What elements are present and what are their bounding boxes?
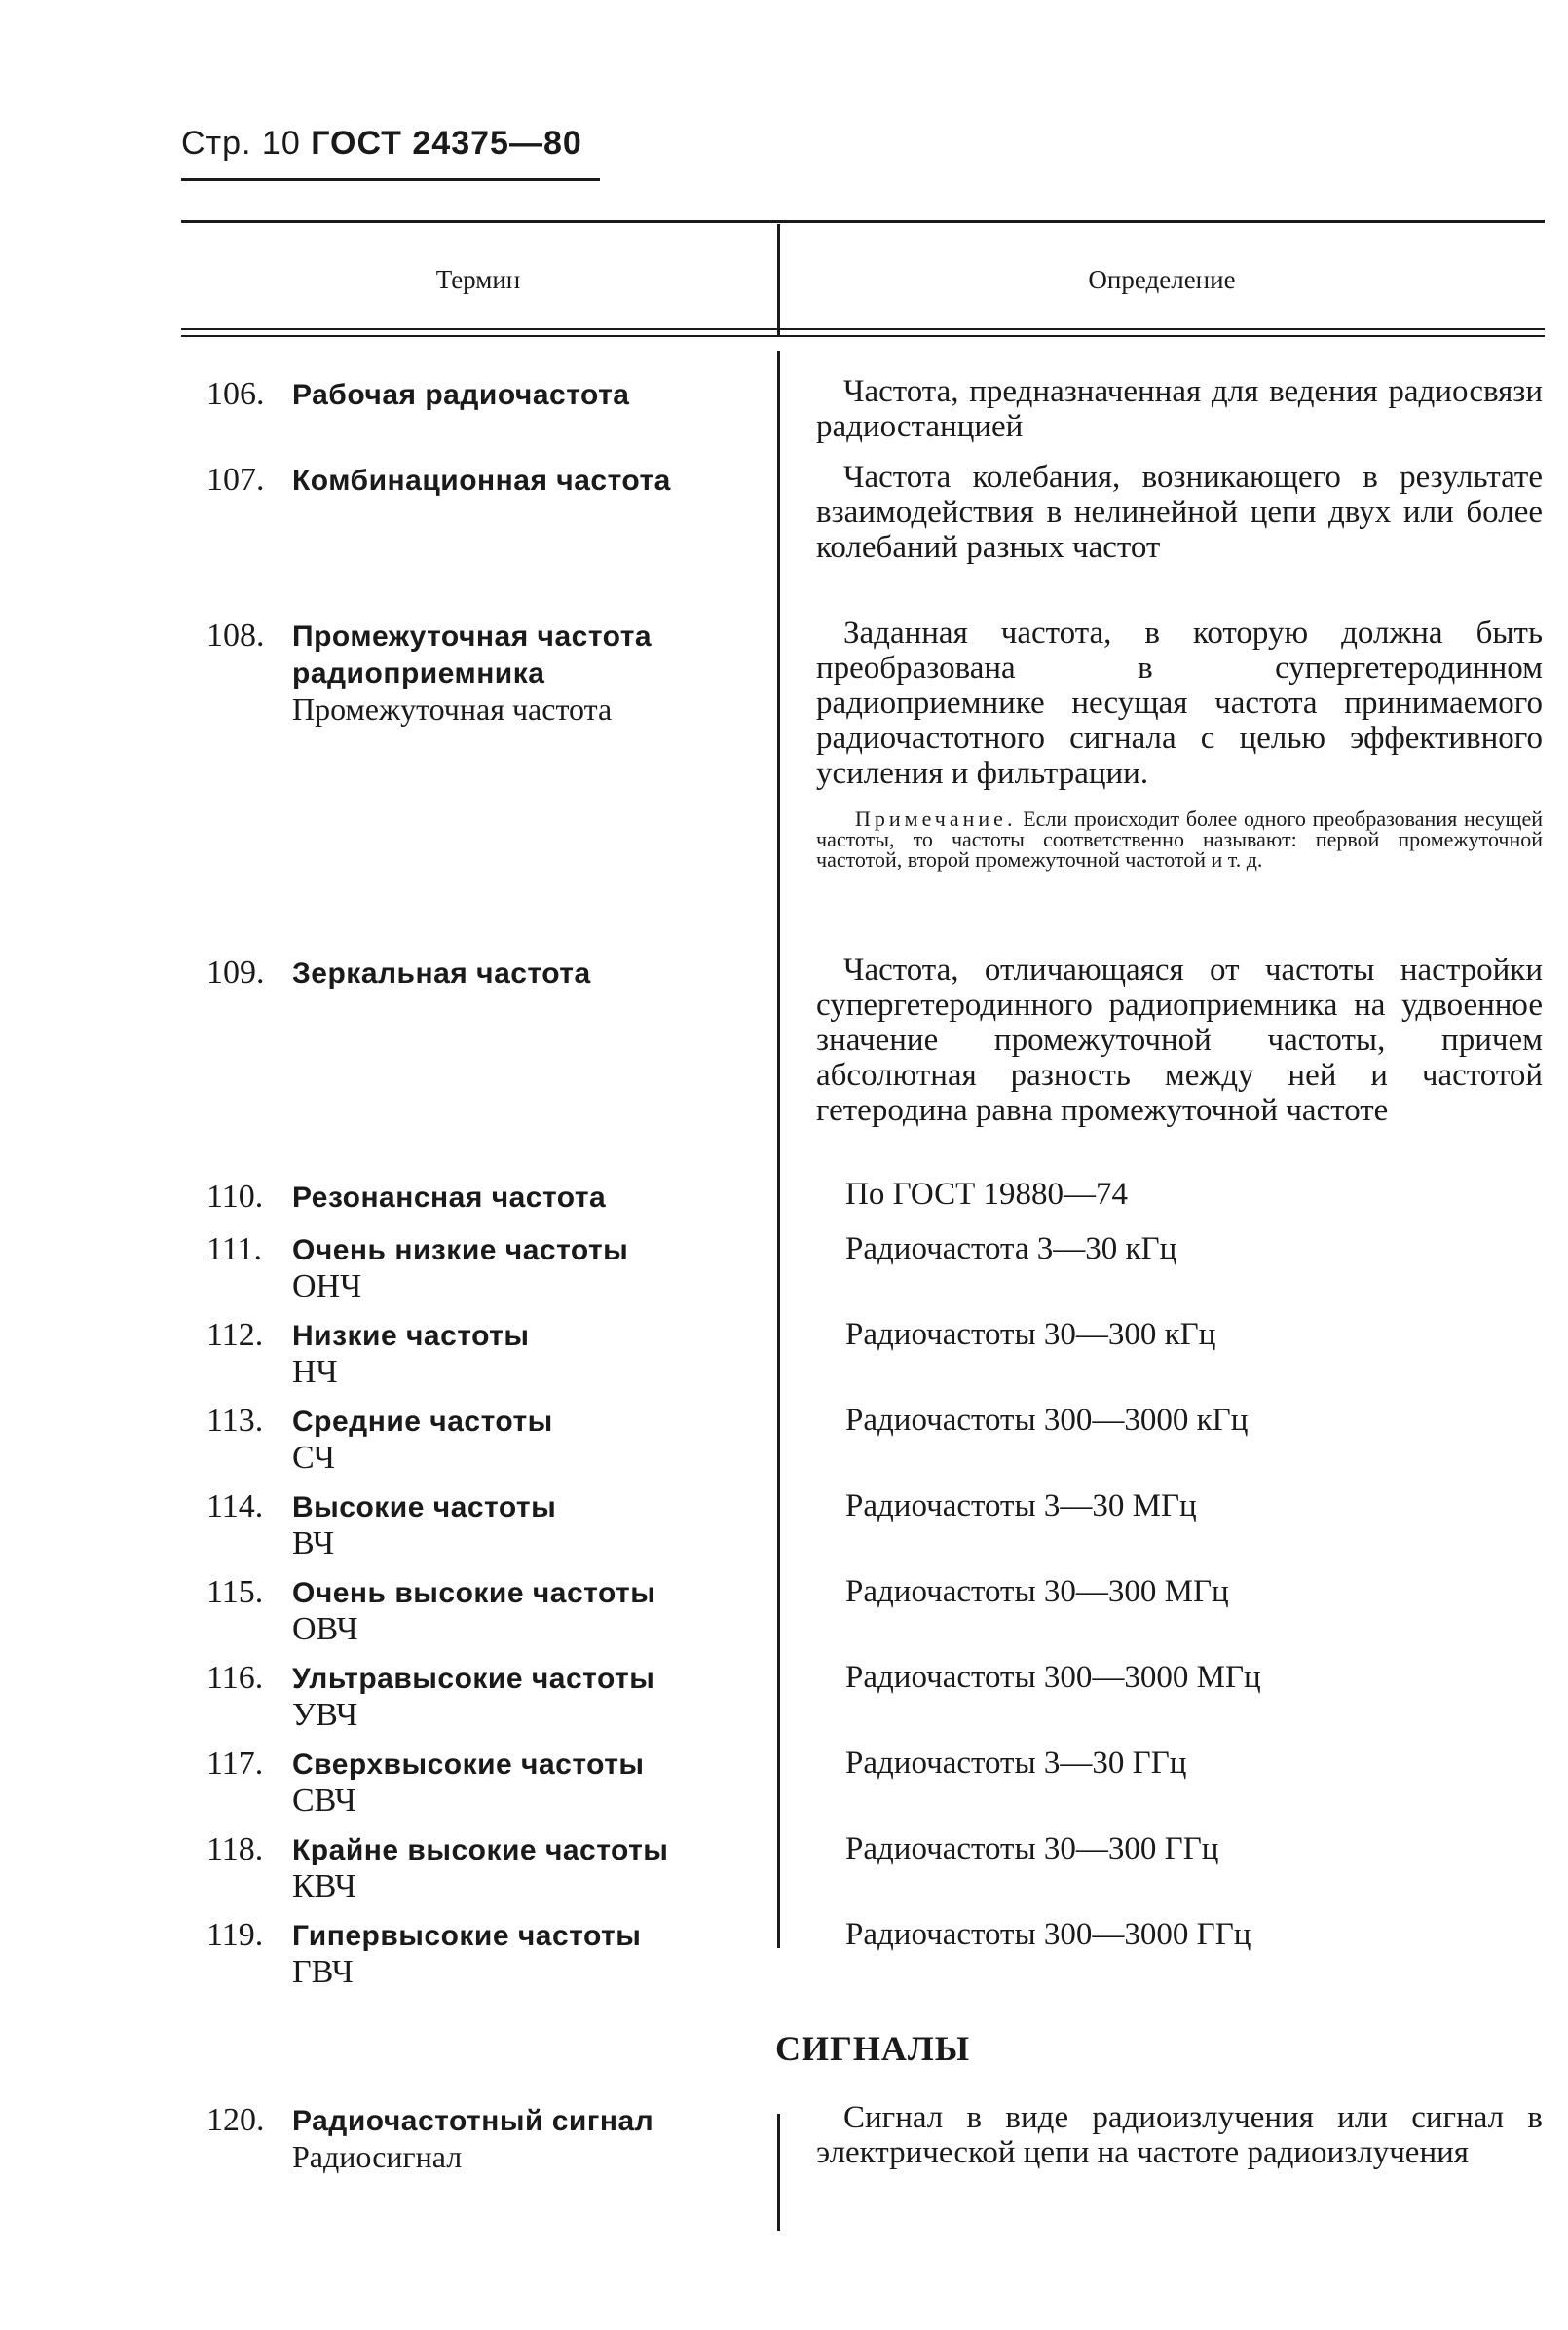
entry-term: Очень высокие частоты ОВЧ	[292, 1577, 656, 1647]
header-underline	[181, 178, 600, 181]
entry-synonym: Радиосигнал	[292, 2139, 463, 2174]
column-header-term: Термин	[435, 265, 521, 294]
column-header-definition: Определение	[1088, 265, 1236, 294]
entry-term: Комбинационная частота	[292, 465, 671, 497]
entry-term: Радиочастотный сигнал Радиосигнал	[292, 2105, 654, 2174]
entry-definition: Радиочастоты 300—3000 ГГц	[845, 1917, 1251, 1952]
entry-number: 110.	[206, 1179, 264, 1215]
entry-number: 108.	[206, 618, 265, 654]
entry-term: Резонансная частота	[292, 1182, 607, 1214]
entry-number: 117.	[206, 1746, 264, 1782]
entry-term: Высокие частоты ВЧ	[292, 1491, 557, 1561]
entry-term: Низкие частоты НЧ	[292, 1320, 530, 1390]
entry-number: 120.	[206, 2102, 265, 2138]
entry-abbreviation: ГВЧ	[292, 1954, 354, 1990]
entry-definition: Радиочастоты 30—300 ГГц	[845, 1831, 1219, 1866]
entry-definition: Заданная частота, в которую должна быть преобразована в супергетеродинном радиоприемнике несущая частота принимаемого радиочастотного сигнала с целью эффективного усиления и фильтрации.	[816, 616, 1543, 791]
entry-definition: Радиочастоты 300—3000 МГц	[845, 1660, 1261, 1695]
entry-definition: Частота, отличающаяся от частоты настройки супергетеродинного радиоприемника на удвоенное значение промежуточной частоты, причем абсолютная разность между ней и частотой гетеродина равна промежуточной частоте	[816, 953, 1543, 1128]
page-header	[181, 125, 582, 163]
column-divider-head	[777, 224, 780, 336]
entry-number: 111.	[206, 1231, 262, 1267]
entry-term: Средние частоты СЧ	[292, 1406, 553, 1476]
page-number: Стр. 10	[181, 125, 312, 162]
entry-number: 113.	[206, 1403, 264, 1439]
entry-term: Очень низкие частоты ОНЧ	[292, 1234, 629, 1304]
standard-code: ГОСТ 24375—80	[311, 125, 582, 162]
entry-definition: Радиочастота 3—30 кГц	[845, 1231, 1177, 1266]
entry-abbreviation: СЧ	[292, 1440, 335, 1476]
entry-definition: Частота колебания, возникающего в результате взаимодействия в нелинейной цепи двух или более колебаний разных частот	[816, 460, 1543, 565]
entry-definition: Радиочастоты 3—30 МГц	[845, 1488, 1197, 1523]
entry-number: 118.	[206, 1831, 264, 1867]
entry-abbreviation: СВЧ	[292, 1783, 356, 1819]
entry-number: 106.	[206, 376, 265, 412]
entry-synonym: Промежуточная частота	[292, 692, 613, 727]
entry-term: Промежуточная частота радиоприемника Промежуточная частота	[292, 620, 653, 727]
header-rule-1	[181, 328, 1545, 330]
entry-note: Примечание. Если происходит более одного преобразования несущей частоты, то частоты соответственно называют: первой промежуточной частотой, второй промежуточной частотой и т. д.	[816, 807, 1544, 872]
entry-definition: Частота, предназначенная для ведения радиосвязи радиостанцией	[816, 374, 1543, 444]
entry-number: 115.	[206, 1574, 264, 1610]
entry-number: 116.	[206, 1660, 264, 1696]
entry-term: Рабочая радиочастота	[292, 379, 630, 411]
entry-abbreviation: КВЧ	[292, 1868, 356, 1904]
entry-term: Сверхвысокие частоты СВЧ	[292, 1748, 645, 1819]
entry-definition: Радиочастоты 30—300 МГц	[845, 1574, 1229, 1609]
entry-abbreviation: ОВЧ	[292, 1611, 358, 1647]
entry-number: 107.	[206, 462, 265, 498]
entry-definition: Радиочастоты 300—3000 кГц	[845, 1403, 1249, 1438]
entry-number: 109.	[206, 955, 265, 991]
entry-abbreviation: ОНЧ	[292, 1268, 362, 1304]
entry-abbreviation: УВЧ	[292, 1697, 358, 1733]
section-title: СИГНАЛЫ	[775, 2029, 971, 2068]
entry-term: Ультравысокие частоты УВЧ	[292, 1663, 655, 1733]
entry-definition: Сигнал в виде радиоизлучения или сигнал в электрической цепи на частоте радиоизлучения	[816, 2100, 1543, 2170]
entry-definition: Радиочастоты 30—300 кГц	[845, 1317, 1216, 1352]
column-divider-body	[777, 351, 780, 1948]
column-divider-signals	[777, 2114, 780, 2231]
entry-definition: Радиочастоты 3—30 ГГц	[845, 1746, 1187, 1781]
entry-number: 114.	[206, 1488, 264, 1524]
entry-number: 112.	[206, 1317, 264, 1353]
entry-abbreviation: ВЧ	[292, 1525, 335, 1561]
table-top-rule	[181, 220, 1545, 223]
entry-term: Крайне высокие частоты КВЧ	[292, 1834, 669, 1904]
entry-term: Гипервысокие частоты ГВЧ	[292, 1920, 642, 1990]
entry-abbreviation: НЧ	[292, 1354, 338, 1390]
entry-definition: По ГОСТ 19880—74	[845, 1177, 1128, 1212]
entry-number: 119.	[206, 1917, 264, 1953]
header-rule-2	[181, 335, 1545, 337]
entry-term: Зеркальная частота	[292, 958, 591, 990]
